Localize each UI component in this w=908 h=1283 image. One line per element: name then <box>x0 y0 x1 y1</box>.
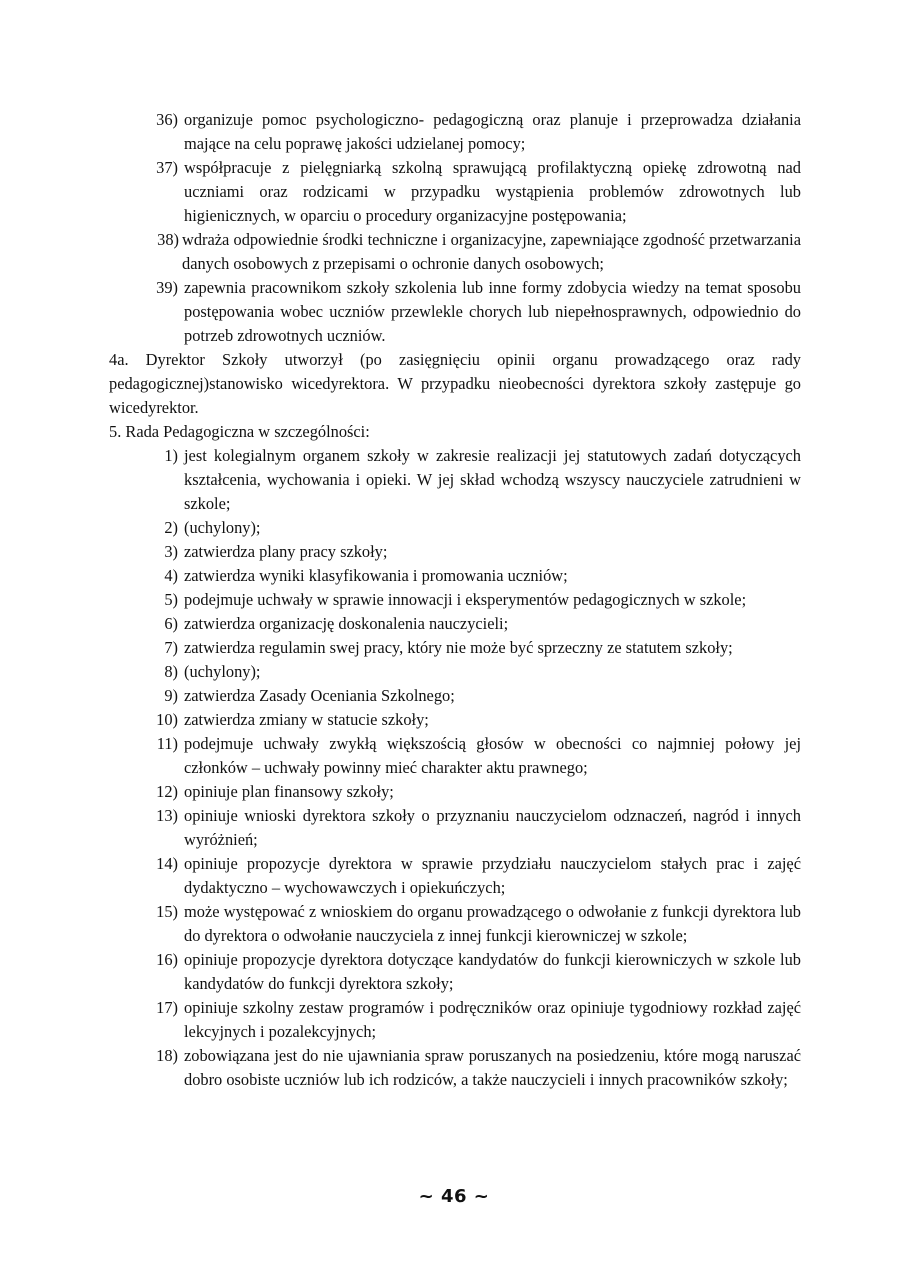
list-item-number: 6) <box>164 614 178 633</box>
list-item-text: zatwierdza Zasady Oceniania Szkolnego; <box>184 686 455 705</box>
list-item-number: 4) <box>164 566 178 585</box>
list-item-number: 13) <box>156 806 178 825</box>
list-item <box>109 684 801 708</box>
list-item <box>109 156 801 228</box>
list-item-text: zobowiązana jest do nie ujawniania spraw poruszanych na posiedzeniu, które mogą naruszać dobro osobiste uczniów lub ich rodziców, a także nauczycieli i innych pracowników szkoły; <box>184 1046 801 1089</box>
list-item <box>109 732 801 780</box>
pedagogical-council-list <box>109 444 801 1092</box>
list-item <box>109 108 801 156</box>
list-item-number: 10) <box>156 710 178 729</box>
list-item-number: 18) <box>156 1046 178 1065</box>
list-item-text: może występować z wnioskiem do organu prowadzącego o odwołanie z funkcji dyrektora lub do dyrektora o odwołanie nauczyciela z innej funkcji kierowniczej w szkole; <box>184 902 801 945</box>
list-item <box>109 636 801 660</box>
list-item-number: 2) <box>164 518 178 537</box>
list-item-text: podejmuje uchwały w sprawie innowacji i eksperymentów pedagogicznych w szkole; <box>184 590 747 609</box>
list-item <box>109 516 801 540</box>
paragraph-4a: 4a. Dyrektor Szkoły utworzył (po zasięgnięciu opinii organu prowadzącego oraz rady pedagogicznej)stanowisko wicedyrektora. W przypadku nieobecności dyrektora szkoły zastępuje go wicedyrektor. <box>109 350 801 417</box>
list-item-text: podejmuje uchwały zwykłą większością głosów w obecności co najmniej połowy jej członków – uchwały powinny mieć charakter aktu prawnego; <box>184 734 801 777</box>
list-item <box>109 852 801 900</box>
page-number: ~ 46 ~ <box>418 1186 490 1207</box>
list-item-text: zatwierdza wyniki klasyfikowania i promowania uczniów; <box>184 566 568 585</box>
list-item-text: (uchylony); <box>184 518 261 537</box>
list-item <box>109 660 801 684</box>
list-item <box>109 588 801 612</box>
list-item-number: 8) <box>164 662 178 681</box>
list-item-number: 14) <box>156 854 178 873</box>
list-item <box>109 1044 801 1092</box>
list-item-number: 36) <box>156 110 178 129</box>
list-item <box>109 564 801 588</box>
list-item-number: 3) <box>164 542 178 561</box>
list-item-text: opiniuje propozycje dyrektora dotyczące kandydatów do funkcji kierowniczych w szkole lub kandydatów do funkcji dyrektora szkoły; <box>184 950 801 993</box>
list-item-text: zatwierdza zmiany w statucie szkoły; <box>184 710 429 729</box>
list-item-text: zatwierdza regulamin swej pracy, który nie może być sprzeczny ze statutem szkoły; <box>184 638 733 657</box>
list-item <box>109 804 801 852</box>
list-item-text: zatwierdza plany pracy szkoły; <box>184 542 388 561</box>
list-item-number: 12) <box>156 782 178 801</box>
list-item <box>109 708 801 732</box>
list-item <box>109 780 801 804</box>
list-item-text: organizuje pomoc psychologiczno- pedagogiczną oraz planuje i przeprowadza działania mające na celu poprawę jakości udzielanej pomocy; <box>184 110 801 153</box>
list-item-text: zatwierdza organizację doskonalenia nauczycieli; <box>184 614 509 633</box>
list-item-number: 39) <box>156 278 178 297</box>
director-duties-list <box>109 108 801 348</box>
list-item-number: 15) <box>156 902 178 921</box>
list-item-number: 17) <box>156 998 178 1017</box>
list-item-number: 11) <box>156 734 178 753</box>
list-item <box>109 540 801 564</box>
list-item-number: 9) <box>164 686 178 705</box>
list-item-text: współpracuje z pielęgniarką szkolną sprawującą profilaktyczną opiekę zdrowotną nad uczniami oraz rodzicami w przypadku wystąpienia problemów zdrowotnych lub higienicznych, w oparciu o procedury organizacyjne postępowania; <box>184 158 801 225</box>
list-item-text: wdraża odpowiednie środki techniczne i organizacyjne, zapewniające zgodność przetwarzania danych osobowych z przepisami o ochronie danych osobowych; <box>182 230 801 273</box>
list-item-number: 7) <box>164 638 178 657</box>
list-item-text: jest kolegialnym organem szkoły w zakresie realizacji jej statutowych zadań dotyczących kształcenia, wychowania i opieki. W jej skład wchodzą wszyscy nauczyciele zatrudnieni w szkole; <box>184 446 801 513</box>
list-item-text: (uchylony); <box>184 662 261 681</box>
list-item-text: opiniuje plan finansowy szkoły; <box>184 782 394 801</box>
list-item <box>109 612 801 636</box>
list-item-text: opiniuje wnioski dyrektora szkoły o przyznaniu nauczycielom odznaczeń, nagród i innych wyróżnień; <box>184 806 801 849</box>
list-item-text: zapewnia pracownikom szkoły szkolenia lub inne formy zdobycia wiedzy na temat sposobu postępowania wobec uczniów przewlekle chorych lub niepełnosprawnych, odpowiednio do potrzeb zdrowotnych uczniów. <box>184 278 801 345</box>
list-item-number: 5) <box>164 590 178 609</box>
list-item-text: opiniuje szkolny zestaw programów i podręczników oraz opiniuje tygodniowy rozkład zajęć lekcyjnych i pozalekcyjnych; <box>184 998 801 1041</box>
paragraph-5-heading: 5. Rada Pedagogiczna w szczególności: <box>109 422 370 441</box>
list-item-number: 37) <box>156 158 178 177</box>
list-item-number: 38) <box>157 230 179 249</box>
list-item-text: opiniuje propozycje dyrektora w sprawie przydziału nauczycielom stałych prac i zajęć dydaktyczno – wychowawczych i opiekuńczych; <box>184 854 801 897</box>
page-body <box>109 108 801 1092</box>
list-item <box>109 996 801 1044</box>
list-item <box>109 900 801 948</box>
list-item-number: 16) <box>156 950 178 969</box>
list-item-number: 1) <box>164 446 178 465</box>
list-item <box>109 948 801 996</box>
list-item <box>109 228 801 276</box>
list-item <box>109 276 801 348</box>
list-item <box>109 444 801 516</box>
